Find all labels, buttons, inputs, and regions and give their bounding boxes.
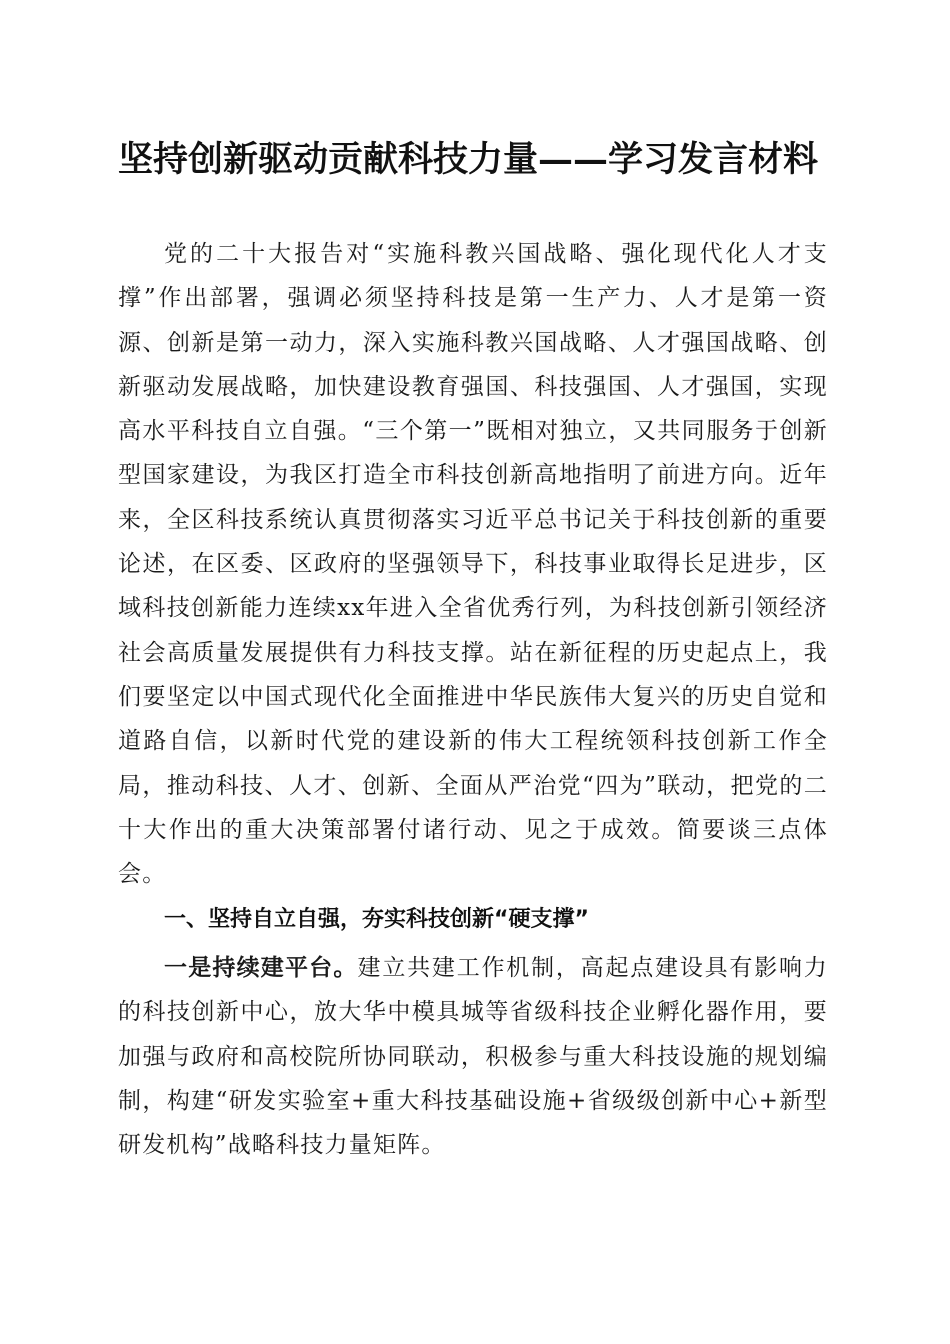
paragraph-lead-phrase: 一是持续建平台。: [164, 955, 358, 981]
body-paragraph-platform: [118, 946, 828, 1167]
section-heading-1: 一、坚持自立自强，夯实科技创新“硬支撑”: [164, 907, 589, 932]
body-paragraph-intro: 党的二十大报告对“实施科教兴国战略、强化现代化人才支撑”作出部署，强调必须坚持科技是第一生产力、人才是第一资源、创新是第一动力，深入实施科教兴国战略、人才强国战略、创新驱动发展战略，加快建设教育强国、科技强国、人才强国，实现高水平科技自立自强。“三个第一”既相对独立，又共同服务于创新型国家建设，为我区打造全市科技创新高地指明了前进方向。近年来，全区科技系统认真贯彻落实习近平总书记关于科技创新的重要论述，在区委、区政府的坚强领导下，科技事业取得长足进步，区域科技创新能力连续xx年进入全省优秀行列，为科技创新引领经济社会高质量发展提供有力科技支撑。站在新征程的历史起点上，我们要坚定以中国式现代化全面推进中华民族伟大复兴的历史自觉和道路自信，以新时代党的建设新的伟大工程统领科技创新工作全局，推动科技、人才、创新、全面从严治党“四为”联动，把党的二十大作出的重大决策部署付诸行动、见之于成效。简要谈三点体会。: [118, 241, 828, 888]
document-title: 坚持创新驱动贡献科技力量——学习发言材料: [118, 139, 819, 180]
paragraph-body-text: 建立共建工作机制，高起点建设具有影响力的科技创新中心，放大华中模具城等省级科技企业孵化器作用，要加强与政府和高校院所协同联动，积极参与重大科技设施的规划编制，构建“研发实验室+重大科技基础设施+省级级创新中心+新型研发机构”战略科技力量矩阵。: [118, 955, 828, 1159]
